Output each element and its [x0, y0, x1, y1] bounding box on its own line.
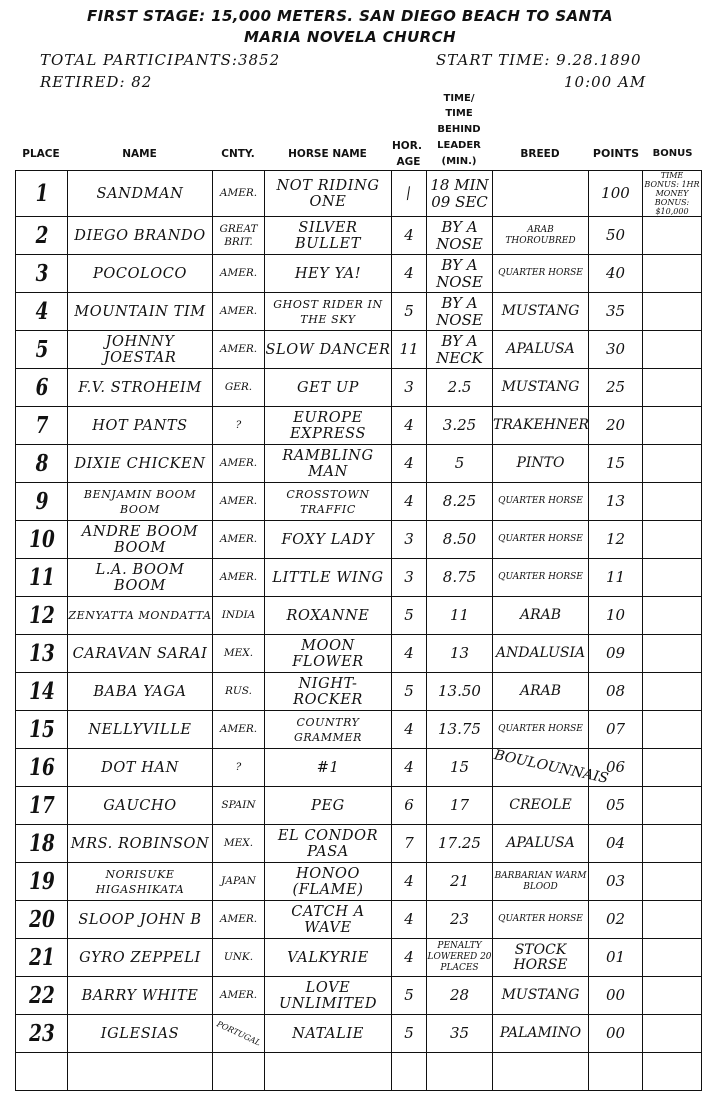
cell-cnty: AMER.	[213, 255, 265, 293]
tilted-breed: BOULOUNNAIS	[492, 747, 610, 787]
cell-cnty: AMER.	[213, 331, 265, 369]
cell-place: 3	[21, 255, 63, 293]
cell-time: 23	[427, 901, 493, 939]
cell-age: 4	[392, 407, 427, 445]
cell-horse: MOON FLOWER	[265, 635, 392, 673]
cell-breed: APALUSA	[493, 331, 589, 369]
cell-age: 11	[392, 331, 427, 369]
cell-place: 6	[21, 369, 63, 407]
cell-name: JOHNNY JOESTAR	[68, 331, 213, 369]
table-row	[16, 559, 702, 597]
cell-time: 8.50	[427, 521, 493, 559]
cell-bonus	[643, 521, 702, 559]
cell-name: SLOOP JOHN B	[68, 901, 213, 939]
col-header-breed: BREED	[520, 148, 560, 160]
cell-age: 4	[392, 445, 427, 483]
cell-age: 4	[392, 863, 427, 901]
empty-cell	[213, 1053, 265, 1091]
cell-bonus	[643, 901, 702, 939]
cell-points: 15	[589, 445, 643, 483]
title-line-1: FIRST STAGE: 15,000 METERS. SAN DIEGO BEACH TO SANTA	[87, 7, 613, 25]
cell-cnty: JAPAN	[213, 863, 265, 901]
table-row	[16, 597, 702, 635]
cell-cnty: MEX.	[213, 635, 265, 673]
table-row	[16, 711, 702, 749]
cell-name: BABA YAGA	[68, 673, 213, 711]
cell-horse: COUNTRY GRAMMER	[265, 711, 392, 749]
cell-bonus	[643, 369, 702, 407]
cell-bonus	[643, 559, 702, 597]
tilted-country: PORTUGAL	[215, 1019, 262, 1048]
cell-time: BY A NOSE	[427, 217, 493, 255]
cell-age: 4	[392, 939, 427, 977]
cell-age: 4	[392, 901, 427, 939]
cell-breed: ARAB	[493, 673, 589, 711]
cell-age: 4	[392, 711, 427, 749]
cell-breed	[493, 171, 589, 217]
cell-bonus	[643, 293, 702, 331]
cell-points: 09	[589, 635, 643, 673]
cell-name: HOT PANTS	[68, 407, 213, 445]
cell-points: 00	[589, 977, 643, 1015]
col-header-time-2: TIME	[445, 108, 473, 119]
slash-mark: /	[403, 183, 415, 203]
cell-horse: NATALIE	[265, 1015, 392, 1053]
cell-time: 13	[427, 635, 493, 673]
table-row	[16, 977, 702, 1015]
table-row	[16, 171, 702, 217]
cell-place: 19	[21, 863, 63, 901]
cell-age	[392, 171, 427, 217]
table-row	[16, 825, 702, 863]
cell-age: 5	[392, 977, 427, 1015]
cell-cnty: AMER.	[213, 901, 265, 939]
start-clock: 10:00 AM	[564, 73, 647, 91]
cell-horse: #1	[265, 749, 392, 787]
cell-bonus	[643, 217, 702, 255]
blank-row	[16, 1053, 702, 1091]
cell-place: 9	[21, 483, 63, 521]
cell-age: 5	[392, 1015, 427, 1053]
cell-name: CARAVAN SARAI	[68, 635, 213, 673]
table-row	[16, 407, 702, 445]
cell-bonus	[643, 445, 702, 483]
cell-breed: PALAMINO	[493, 1015, 589, 1053]
retired-count: RETIRED: 82	[40, 73, 153, 91]
cell-place: 7	[21, 407, 63, 445]
col-header-age-1: HOR.	[392, 140, 422, 152]
cell-time: BY A NECK	[427, 331, 493, 369]
cell-cnty: SPAIN	[213, 787, 265, 825]
cell-cnty: INDIA	[213, 597, 265, 635]
cell-breed: STOCK HORSE	[493, 939, 589, 977]
cell-cnty: AMER.	[213, 171, 265, 217]
cell-place: 23	[21, 1015, 63, 1053]
cell-cnty: GREAT BRIT.	[213, 217, 265, 255]
cell-cnty: AMER.	[213, 293, 265, 331]
cell-place: 14	[21, 673, 63, 711]
cell-points: 40	[589, 255, 643, 293]
cell-breed: QUARTER HORSE	[493, 483, 589, 521]
col-header-horse-name: HORSE NAME	[288, 148, 367, 160]
cell-points: 06	[589, 749, 643, 787]
cell-points: 12	[589, 521, 643, 559]
cell-cnty: AMER.	[213, 483, 265, 521]
cell-horse: HEY YA!	[265, 255, 392, 293]
cell-breed: QUARTER HORSE	[493, 559, 589, 597]
cell-place: 18	[21, 825, 63, 863]
cell-cnty: AMER.	[213, 559, 265, 597]
cell-bonus: TIME BONUS: 1HR MONEY BONUS: $10,000	[644, 171, 700, 216]
col-header-time-5: (MIN.)	[441, 156, 477, 167]
cell-place: 13	[21, 635, 63, 673]
cell-name: DIXIE CHICKEN	[68, 445, 213, 483]
cell-age: 3	[392, 521, 427, 559]
cell-points: 100	[589, 171, 643, 217]
cell-time: 3.25	[427, 407, 493, 445]
cell-bonus	[643, 787, 702, 825]
cell-age: 5	[392, 293, 427, 331]
cell-breed: BARBARIAN WARM BLOOD	[493, 863, 589, 901]
cell-time: 15	[427, 749, 493, 787]
cell-place: 10	[21, 521, 63, 559]
cell-horse: LOVE UNLIMITED	[265, 977, 392, 1015]
cell-name: MRS. ROBINSON	[68, 825, 213, 863]
cell-name: POCOLOCO	[68, 255, 213, 293]
table-row	[16, 787, 702, 825]
cell-bonus	[643, 407, 702, 445]
cell-time: 13.50	[427, 673, 493, 711]
cell-cnty: MEX.	[213, 825, 265, 863]
cell-time: 35	[427, 1015, 493, 1053]
cell-name: ANDRE BOOM BOOM	[68, 521, 213, 559]
cell-bonus	[643, 597, 702, 635]
cell-breed: QUARTER HORSE	[493, 255, 589, 293]
table-row	[16, 255, 702, 293]
cell-place: 21	[21, 939, 63, 977]
cell-place: 11	[21, 559, 63, 597]
cell-place: 22	[21, 977, 63, 1015]
cell-horse: GHOST RIDER IN THE SKY	[265, 293, 392, 331]
cell-bonus	[643, 939, 702, 977]
table-row	[16, 749, 702, 787]
cell-name: GAUCHO	[68, 787, 213, 825]
cell-points: 04	[589, 825, 643, 863]
cell-cnty: UNK.	[213, 939, 265, 977]
cell-place: 8	[21, 445, 63, 483]
cell-horse: EUROPE EXPRESS	[265, 407, 392, 445]
cell-breed: QUARTER HORSE	[493, 711, 589, 749]
cell-name: SANDMAN	[68, 171, 213, 217]
cell-time: 5	[427, 445, 493, 483]
cell-name: GYRO ZEPPELI	[68, 939, 213, 977]
empty-cell	[589, 1053, 643, 1091]
cell-breed: ARAB	[493, 597, 589, 635]
cell-age: 4	[392, 255, 427, 293]
cell-cnty: AMER.	[213, 977, 265, 1015]
cell-horse: FOXY LADY	[265, 521, 392, 559]
cell-horse: CATCH A WAVE	[265, 901, 392, 939]
cell-bonus	[643, 1015, 702, 1053]
results-table	[15, 170, 702, 1091]
cell-place: 4	[21, 293, 63, 331]
cell-horse: LITTLE WING	[265, 559, 392, 597]
cell-age: 4	[392, 217, 427, 255]
title-line-2: MARIA NOVELA CHURCH	[244, 28, 456, 46]
cell-horse: HONOO (FLAME)	[265, 863, 392, 901]
cell-time: 8.75	[427, 559, 493, 597]
col-header-bonus: BONUS	[652, 148, 693, 159]
cell-cnty: ?	[213, 749, 265, 787]
cell-points: 25	[589, 369, 643, 407]
col-header-points: POINTS	[592, 147, 640, 160]
cell-name: F.V. STROHEIM	[68, 369, 213, 407]
cell-time: 17.25	[427, 825, 493, 863]
cell-bonus	[643, 711, 702, 749]
cell-place: 5	[21, 331, 63, 369]
cell-breed: MUSTANG	[493, 369, 589, 407]
cell-cnty: AMER.	[213, 445, 265, 483]
cell-time: BY A NOSE	[427, 255, 493, 293]
empty-cell	[643, 1053, 702, 1091]
col-header-time-1: TIME/	[443, 93, 475, 104]
cell-breed: ANDALUSIA	[493, 635, 589, 673]
cell-breed: TRAKEHNER	[493, 407, 589, 445]
col-header-name: NAME	[122, 148, 157, 160]
cell-time: BY A NOSE	[427, 293, 493, 331]
cell-name: MOUNTAIN TIM	[68, 293, 213, 331]
empty-cell	[493, 1053, 589, 1091]
cell-breed: APALUSA	[493, 825, 589, 863]
cell-horse: NIGHT-ROCKER	[265, 673, 392, 711]
empty-cell	[68, 1053, 213, 1091]
cell-name: IGLESIAS	[68, 1015, 213, 1053]
cell-breed: ARAB THOROUBRED	[493, 217, 589, 255]
table-row	[16, 939, 702, 977]
cell-horse: RAMBLING MAN	[265, 445, 392, 483]
cell-points: 50	[589, 217, 643, 255]
cell-cnty: RUS.	[213, 673, 265, 711]
cell-cnty: AMER.	[213, 521, 265, 559]
empty-cell	[427, 1053, 493, 1091]
cell-horse: SLOW DANCER	[265, 331, 392, 369]
empty-cell	[16, 1053, 68, 1091]
cell-points: 08	[589, 673, 643, 711]
cell-age: 4	[392, 749, 427, 787]
table-row	[16, 217, 702, 255]
col-header-age-2: AGE	[396, 156, 421, 168]
cell-horse: NOT RIDING ONE	[265, 171, 392, 217]
cell-name: BARRY WHITE	[68, 977, 213, 1015]
cell-bonus	[643, 825, 702, 863]
cell-points: 30	[589, 331, 643, 369]
cell-cnty: ?	[213, 407, 265, 445]
cell-breed: QUARTER HORSE	[493, 521, 589, 559]
cell-time: 11	[427, 597, 493, 635]
cell-points: 35	[589, 293, 643, 331]
cell-age: 5	[392, 597, 427, 635]
cell-bonus	[643, 255, 702, 293]
cell-time: 17	[427, 787, 493, 825]
cell-time: 18 MIN 09 SEC	[427, 171, 493, 217]
total-participants: TOTAL PARTICIPANTS:3852	[40, 51, 281, 69]
cell-name: DOT HAN	[68, 749, 213, 787]
cell-age: 5	[392, 673, 427, 711]
cell-place: 16	[21, 749, 63, 787]
cell-bonus	[643, 483, 702, 521]
cell-age: 3	[392, 369, 427, 407]
cell-time: 28	[427, 977, 493, 1015]
cell-place: 12	[21, 597, 63, 635]
cell-place: 1	[21, 171, 63, 217]
cell-age: 4	[392, 635, 427, 673]
cell-name: DIEGO BRANDO	[68, 217, 213, 255]
cell-place: 17	[21, 787, 63, 825]
cell-bonus	[643, 863, 702, 901]
cell-horse: CROSSTOWN TRAFFIC	[265, 483, 392, 521]
cell-name: L.A. BOOM BOOM	[68, 559, 213, 597]
cell-horse: EL CONDOR PASA	[265, 825, 392, 863]
table-row	[16, 863, 702, 901]
cell-points: 13	[589, 483, 643, 521]
cell-name: NELLYVILLE	[68, 711, 213, 749]
cell-time: 21	[427, 863, 493, 901]
cell-points: 20	[589, 407, 643, 445]
cell-age: 4	[392, 483, 427, 521]
cell-name: BENJAMIN BOOM BOOM	[68, 483, 213, 521]
cell-breed: PINTO	[493, 445, 589, 483]
cell-horse: SILVER BULLET	[265, 217, 392, 255]
start-time: START TIME: 9.28.1890	[436, 51, 642, 69]
cell-cnty: GER.	[213, 369, 265, 407]
cell-points: 11	[589, 559, 643, 597]
cell-name: ZENYATTA MONDATTA	[68, 597, 213, 635]
table-row	[16, 1015, 702, 1053]
cell-points: 05	[589, 787, 643, 825]
cell-age: 7	[392, 825, 427, 863]
cell-horse: GET UP	[265, 369, 392, 407]
cell-points: 02	[589, 901, 643, 939]
cell-time: 8.25	[427, 483, 493, 521]
cell-horse: VALKYRIE	[265, 939, 392, 977]
cell-horse: ROXANNE	[265, 597, 392, 635]
table-row	[16, 293, 702, 331]
cell-points: 07	[589, 711, 643, 749]
cell-place: 2	[21, 217, 63, 255]
cell-bonus	[643, 331, 702, 369]
empty-cell	[392, 1053, 427, 1091]
cell-breed: QUARTER HORSE	[493, 901, 589, 939]
table-row	[16, 483, 702, 521]
table-row	[16, 369, 702, 407]
cell-breed: MUSTANG	[493, 977, 589, 1015]
cell-breed: MUSTANG	[493, 293, 589, 331]
col-header-cnty: CNTY.	[221, 148, 255, 160]
cell-cnty	[213, 1015, 265, 1053]
cell-points: 03	[589, 863, 643, 901]
cell-place: 20	[21, 901, 63, 939]
cell-bonus	[643, 635, 702, 673]
table-row	[16, 901, 702, 939]
cell-place: 15	[21, 711, 63, 749]
col-header-place: PLACE	[22, 148, 60, 160]
table-row	[16, 521, 702, 559]
cell-points: 00	[589, 1015, 643, 1053]
cell-cnty: AMER.	[213, 711, 265, 749]
cell-age: 6	[392, 787, 427, 825]
col-header-time-4: LEADER	[437, 140, 481, 151]
cell-bonus	[643, 749, 702, 787]
cell-breed: CREOLE	[493, 787, 589, 825]
cell-name: NORISUKE HIGASHIKATA	[68, 863, 213, 901]
cell-age: 3	[392, 559, 427, 597]
cell-horse: PEG	[265, 787, 392, 825]
empty-cell	[265, 1053, 392, 1091]
cell-time: 2.5	[427, 369, 493, 407]
cell-points: 10	[589, 597, 643, 635]
table-row	[16, 445, 702, 483]
table-row	[16, 673, 702, 711]
cell-time: 13.75	[427, 711, 493, 749]
table-row	[16, 635, 702, 673]
cell-bonus	[643, 977, 702, 1015]
cell-bonus	[643, 673, 702, 711]
col-header-time-3: BEHIND	[437, 124, 481, 135]
cell-points: 01	[589, 939, 643, 977]
cell-breed	[492, 747, 610, 787]
table-row	[16, 331, 702, 369]
cell-time: PENALTY LOWERED 20 PLACES	[427, 939, 493, 977]
